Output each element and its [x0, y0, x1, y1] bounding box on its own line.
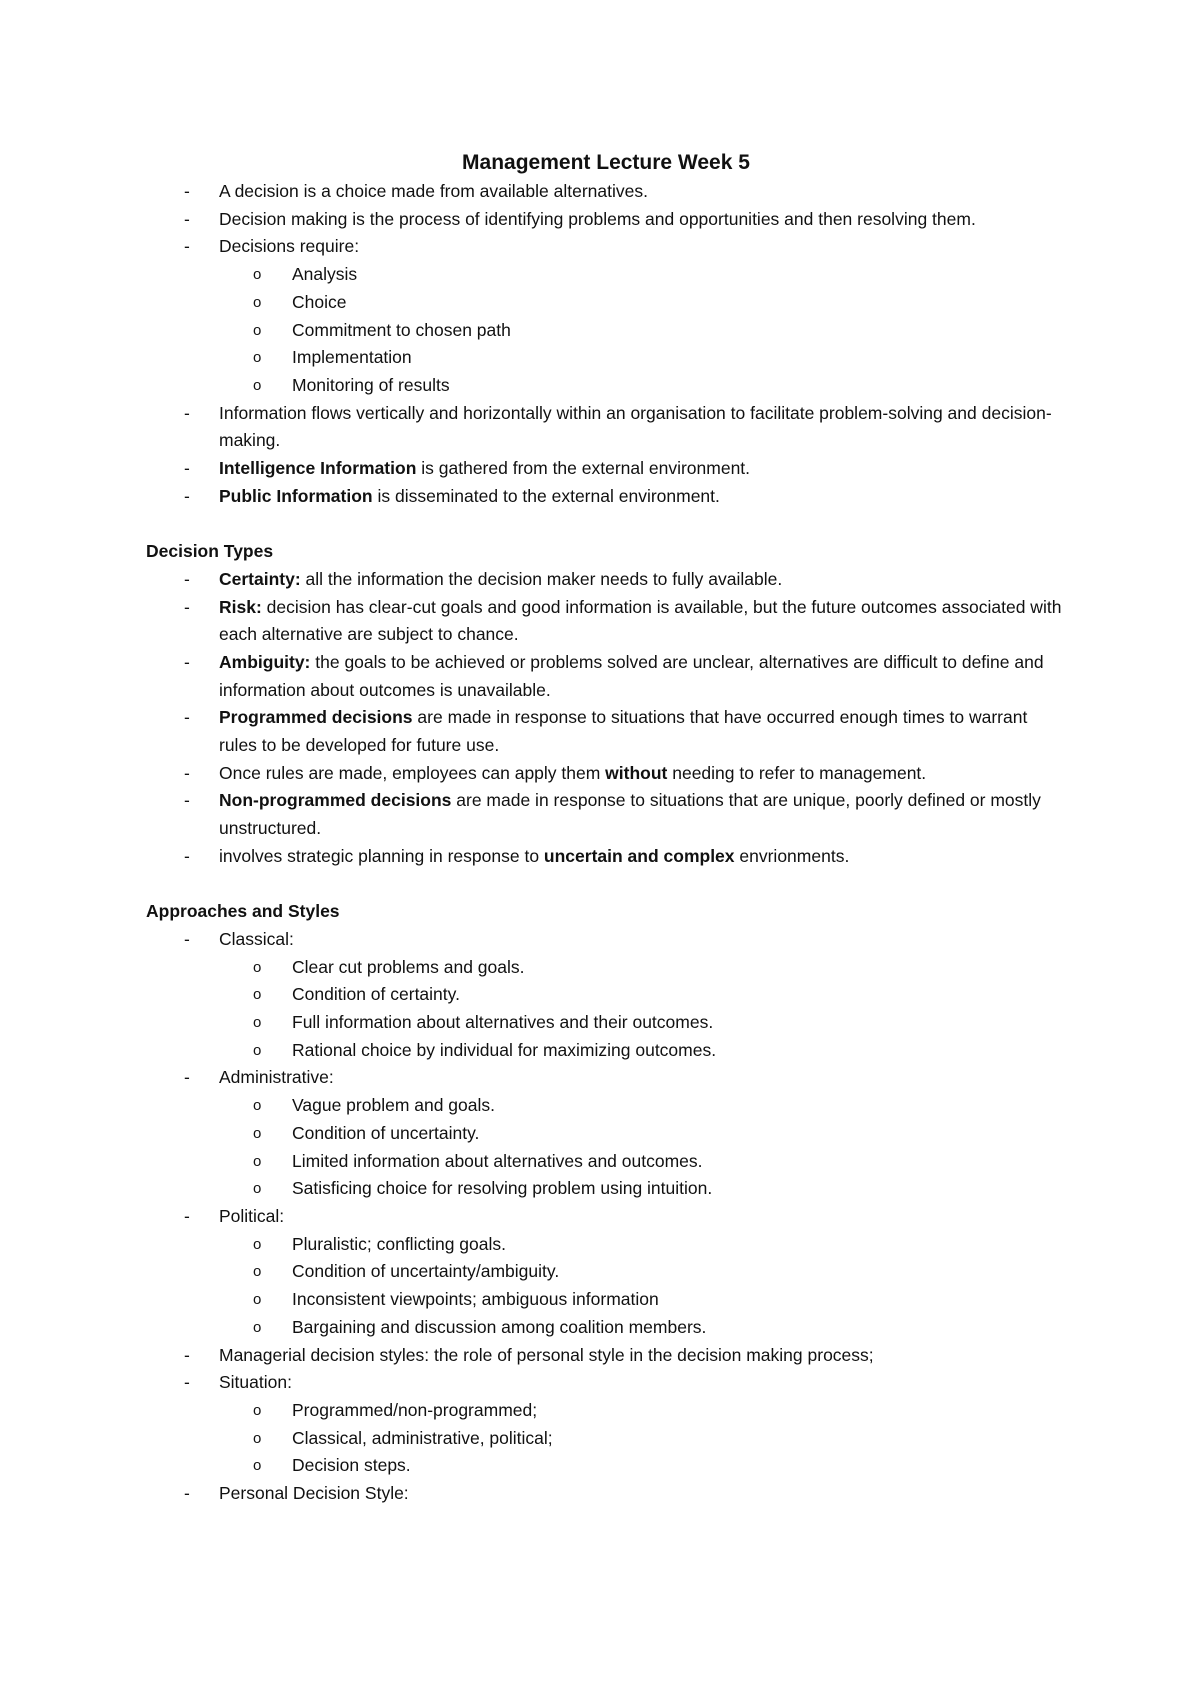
sub-list-item-text: Condition of uncertainty/ambiguity. [292, 1261, 560, 1282]
bold-term: Public Information [219, 485, 373, 506]
sub-list-item-text: Bargaining and discussion among coalition members. [292, 1316, 707, 1337]
circle-bullet-marker: o [253, 1180, 262, 1198]
sub-list-item-text: Satisficing choice for resolving problem using intuition. [292, 1178, 713, 1199]
sub-list-item-text: Implementation [292, 347, 412, 368]
circle-bullet-marker: o [253, 1457, 262, 1475]
dash-marker: - [184, 458, 190, 479]
sub-list-item-text: Condition of certainty. [292, 984, 460, 1005]
list-item [146, 483, 1066, 511]
section-heading-approaches: Approaches and Styles [146, 901, 340, 922]
list-item-text: Decision making is the process of identifying problems and opportunities and then resolving them. [219, 208, 976, 229]
list-item-text: Administrative: [219, 1067, 334, 1088]
spacer [146, 510, 1066, 538]
sub-list-item-text: Limited information about alternatives and outcomes. [292, 1150, 703, 1171]
dash-marker: - [184, 568, 190, 589]
dash-marker: - [184, 1205, 190, 1226]
text-segment: decision has clear-cut goals and good information is available, but the future outcomes associated with each alternative are subject to chance. [219, 596, 1062, 645]
dash-marker: - [184, 707, 190, 728]
sub-list-item [146, 1175, 1066, 1203]
circle-bullet-marker: o [253, 376, 262, 394]
sub-list-item [146, 372, 1066, 400]
spacer [146, 871, 1066, 899]
circle-bullet-marker: o [253, 349, 262, 367]
list-item-text [219, 597, 1061, 645]
text-segment: is disseminated to the external environment. [372, 485, 720, 506]
circle-bullet-marker: o [253, 1097, 262, 1115]
list-item-text: Information flows vertically and horizontally within an organisation to facilitate problem-solving and decision-making. [219, 402, 1052, 451]
list-item [146, 1064, 1066, 1203]
text-segment: are made in response to situations that are unique, poorly defined or mostly unstructured. [219, 790, 1041, 839]
list-item-text: Classical: [219, 928, 294, 949]
list-item [146, 843, 1066, 871]
sub-list-item [146, 1092, 1066, 1120]
dash-marker: - [184, 762, 190, 783]
list-item [146, 233, 1066, 399]
sub-list [219, 261, 1066, 400]
list-item-text: A decision is a choice made from available alternatives. [219, 181, 648, 201]
list-item-text: Political: [219, 1205, 285, 1226]
list-item-text [219, 486, 720, 506]
sub-list-item [146, 1314, 1066, 1342]
sub-list-item [146, 317, 1066, 345]
sub-list-item-text: Decision steps. [292, 1455, 411, 1476]
bold-term: Programmed decisions [219, 707, 413, 728]
circle-bullet-marker: o [253, 1152, 262, 1170]
circle-bullet-marker: o [253, 1041, 262, 1059]
document-content [146, 148, 1066, 1508]
intro-list [146, 178, 1066, 510]
sub-list-item-text: Analysis [292, 264, 358, 285]
dash-marker: - [184, 1067, 190, 1088]
dash-marker: - [184, 928, 190, 949]
list-item [146, 400, 1066, 455]
list-item [146, 1480, 1066, 1508]
sub-list-item-text: Choice [292, 291, 347, 312]
sub-list-item [146, 1037, 1066, 1065]
sub-list-item-text: Full information about alternatives and their outcomes. [292, 1012, 714, 1033]
list-item-text [219, 458, 750, 478]
sub-list-item-text: Pluralistic; conflicting goals. [292, 1233, 506, 1254]
list-item [146, 1342, 1066, 1370]
list-item-text [219, 652, 1044, 700]
sub-list-item-text: Vague problem and goals. [292, 1095, 496, 1116]
circle-bullet-marker: o [253, 1291, 262, 1309]
sub-list-item-text: Programmed/non-programmed; [292, 1399, 538, 1420]
text-segment: the goals to be achieved or problems solved are unclear, alternatives are difficult to define and information about outcomes is unavailable. [219, 651, 1044, 700]
list-item [146, 649, 1066, 704]
sub-list-item [146, 954, 1066, 982]
sub-list-item-text: Condition of uncertainty. [292, 1122, 480, 1143]
bold-term: Risk: [219, 596, 262, 617]
bold-term: Certainty: [219, 568, 301, 589]
circle-bullet-marker: o [253, 321, 262, 339]
text-segment: are made in response to situations that have occurred enough times to warrant rules to be developed for future use. [219, 707, 1028, 756]
circle-bullet-marker: o [253, 1401, 262, 1419]
sub-list [219, 1397, 1066, 1480]
document-title: Management Lecture Week 5 [462, 151, 750, 174]
list-item [146, 206, 1066, 234]
bold-term: Intelligence Information [219, 458, 417, 479]
sub-list-item [146, 1231, 1066, 1259]
circle-bullet-marker: o [253, 986, 262, 1004]
sub-list-item [146, 1452, 1066, 1480]
circle-bullet-marker: o [253, 1429, 262, 1447]
list-item-text [219, 707, 1027, 755]
sub-list-item [146, 1009, 1066, 1037]
list-item [146, 178, 1066, 206]
sub-list-item [146, 1286, 1066, 1314]
sub-list-item [146, 261, 1066, 289]
text-segment: Once rules are made, employees can apply them [219, 762, 606, 783]
dash-marker: - [184, 1483, 190, 1504]
list-item-text: Situation: [219, 1372, 292, 1393]
bold-term: Ambiguity: [219, 651, 311, 672]
dash-marker: - [184, 1372, 190, 1393]
list-item-text: Decisions require: [219, 236, 360, 257]
dash-marker: - [184, 402, 190, 423]
list-item [146, 926, 1066, 1065]
list-item-text [219, 846, 849, 866]
text-segment: envrionments. [734, 845, 850, 866]
sub-list-item [146, 1425, 1066, 1453]
bold-term: Non-programmed decisions [219, 790, 452, 811]
sub-list-item [146, 1258, 1066, 1286]
dash-marker: - [184, 485, 190, 506]
sub-list-item [146, 344, 1066, 372]
list-item [146, 787, 1066, 842]
list-item [146, 760, 1066, 788]
list-item-text: Personal Decision Style: [219, 1483, 409, 1504]
dash-marker: - [184, 208, 190, 229]
bold-term: without [605, 762, 668, 783]
sub-list-item [146, 1148, 1066, 1176]
circle-bullet-marker: o [253, 1263, 262, 1281]
section-heading-decision-types: Decision Types [146, 541, 274, 562]
circle-bullet-marker: o [253, 266, 262, 284]
sub-list [219, 1092, 1066, 1203]
list-item [146, 1369, 1066, 1480]
sub-list-item-text: Rational choice by individual for maximizing outcomes. [292, 1039, 717, 1060]
dash-marker: - [184, 790, 190, 811]
text-segment: is gathered from the external environment. [416, 458, 751, 479]
approaches-list [146, 926, 1066, 1508]
list-item [146, 1203, 1066, 1342]
sub-list-item-text: Inconsistent viewpoints; ambiguous information [292, 1289, 659, 1310]
text-segment: all the information the decision maker needs to fully available. [300, 568, 783, 589]
text-segment: involves strategic planning in response to [219, 845, 544, 866]
list-item-text [219, 569, 782, 589]
sub-list-item [146, 289, 1066, 317]
circle-bullet-marker: o [253, 1124, 262, 1142]
dash-marker: - [184, 596, 190, 617]
circle-bullet-marker: o [253, 293, 262, 311]
list-item-text: Managerial decision styles: the role of personal style in the decision making process; [219, 1344, 874, 1365]
sub-list-item-text: Monitoring of results [292, 374, 450, 395]
sub-list [219, 954, 1066, 1065]
text-segment: needing to refer to management. [667, 762, 927, 783]
sub-list-item [146, 1120, 1066, 1148]
circle-bullet-marker: o [253, 1235, 262, 1253]
dash-marker: - [184, 845, 190, 866]
circle-bullet-marker: o [253, 1318, 262, 1336]
list-item [146, 594, 1066, 649]
list-item [146, 566, 1066, 594]
decision-types-list [146, 566, 1066, 871]
circle-bullet-marker: o [253, 958, 262, 976]
dash-marker: - [184, 181, 190, 201]
dash-marker: - [184, 236, 190, 257]
sub-list-item-text: Classical, administrative, political; [292, 1427, 553, 1448]
sub-list-item-text: Clear cut problems and goals. [292, 956, 525, 977]
dash-marker: - [184, 1344, 190, 1365]
sub-list-item [146, 981, 1066, 1009]
dash-marker: - [184, 651, 190, 672]
list-item-text [219, 763, 926, 783]
bold-term: uncertain and complex [543, 845, 735, 866]
sub-list-item [146, 1397, 1066, 1425]
list-item [146, 704, 1066, 759]
sub-list [219, 1231, 1066, 1342]
list-item [146, 455, 1066, 483]
sub-list-item-text: Commitment to chosen path [292, 319, 511, 340]
circle-bullet-marker: o [253, 1014, 262, 1032]
list-item-text [219, 790, 1041, 838]
